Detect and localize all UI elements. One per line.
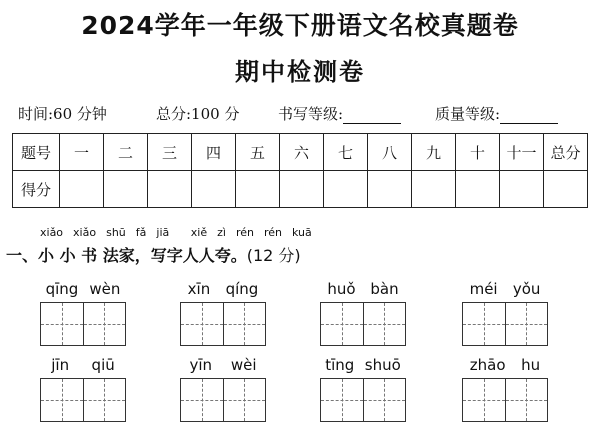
column-header: 十一 [500,134,544,171]
tianzige-grid[interactable] [40,378,126,422]
word-writing-box: qīng wèn [40,280,126,346]
column-header: 十 [456,134,500,171]
quality-grade-blank[interactable] [500,107,558,124]
column-header: 三 [148,134,192,171]
score-table [12,133,588,208]
document-title: 2024学年一年级下册语文名校真题卷 [81,11,519,40]
section-title-pinyin: xiǎo xiǎo shū fǎ jiā xiě zì rén rén kuā [40,226,312,239]
score-cell[interactable] [544,171,588,208]
word-writing-box: zhāo hu [462,356,548,422]
column-header: 七 [324,134,368,171]
column-header: 六 [280,134,324,171]
score-cell[interactable] [456,171,500,208]
tianzige-grid[interactable] [462,378,548,422]
tianzige-grid[interactable] [180,378,266,422]
column-header: 八 [368,134,412,171]
score-cell[interactable] [236,171,280,208]
question-number-label: 题号 [13,134,60,171]
column-header: 总分 [544,134,588,171]
score-cell[interactable] [148,171,192,208]
score-cell[interactable] [280,171,324,208]
column-header: 二 [104,134,148,171]
score-label: 得分 [13,171,60,208]
score-cell[interactable] [192,171,236,208]
score-table-score-row [13,171,588,208]
score-cell[interactable] [60,171,104,208]
word-writing-box: méi yǒu [462,280,548,346]
score-cell[interactable] [104,171,148,208]
section-1-title: 一、小 小 书 法家，写字人人夸。(12 分) [6,246,301,265]
total-score: 总分:100 分 [156,105,240,123]
exam-info-line [18,103,588,127]
column-header: 一 [60,134,104,171]
word-writing-box: jīn qiū [40,356,126,422]
quality-grade: 质量等级: [435,103,558,124]
score-cell[interactable] [324,171,368,208]
writing-grade: 书写等级: [278,103,401,124]
column-header: 九 [412,134,456,171]
score-cell[interactable] [368,171,412,208]
tianzige-grid[interactable] [320,378,406,422]
score-cell[interactable] [500,171,544,208]
tianzige-grid[interactable] [40,302,126,346]
column-header: 四 [192,134,236,171]
tianzige-grid[interactable] [320,302,406,346]
time-limit: 时间:60 分钟 [18,105,107,123]
word-writing-box: yīn wèi [180,356,266,422]
tianzige-grid[interactable] [462,302,548,346]
tianzige-grid[interactable] [180,302,266,346]
score-cell[interactable] [412,171,456,208]
column-header: 五 [236,134,280,171]
word-writing-box: huǒ bàn [320,280,406,346]
word-writing-box: xīn qíng [180,280,266,346]
section-points: (12 分) [246,246,301,265]
score-table-header-row [13,134,588,171]
writing-grade-blank[interactable] [343,107,401,124]
word-writing-box: tīng shuō [320,356,406,422]
exam-subtitle: 期中检测卷 [235,58,365,86]
